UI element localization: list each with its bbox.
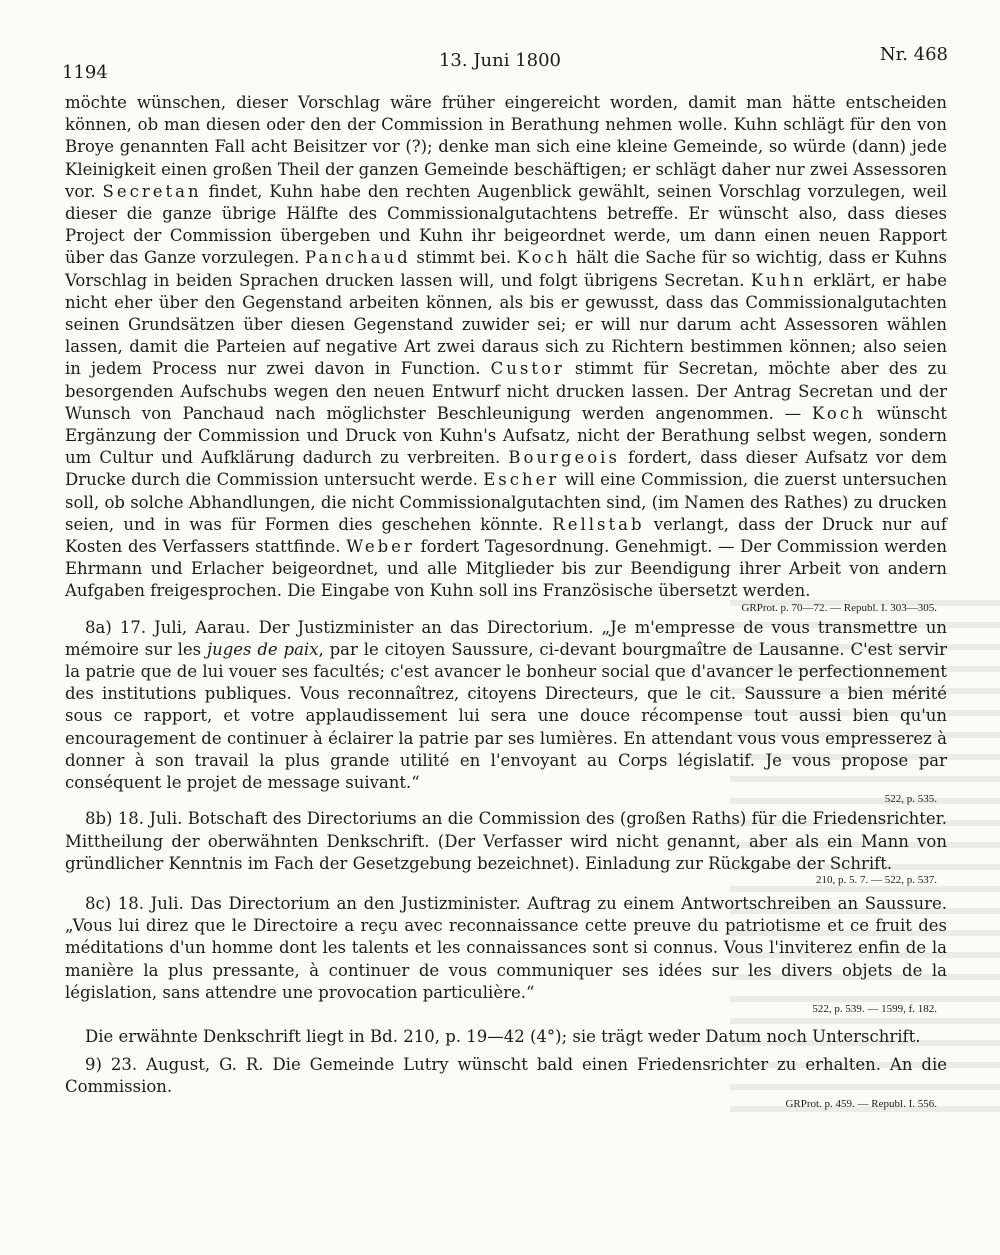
paragraph-note (65, 1026, 947, 1048)
source-reference: 210, p. 5. 7. — 522, p. 537. (816, 873, 937, 886)
text-run: fordert, dass dieser Aufsatz vor dem Drucke durch die Commission untersucht werde. (65, 448, 947, 490)
paragraph-8c (65, 893, 947, 1004)
body-text (65, 92, 947, 1113)
speaker-name: Bourgeois (508, 448, 620, 468)
speaker-name: Custor (490, 359, 565, 379)
document-number: Nr. 468 (879, 44, 948, 65)
text-run: wünscht Ergänzung der Commission und Druck von Kuhn's Aufsatz, nicht der Berathung selbst wegen, sondern um Cultur und Aufklärung dadurch zu verbreiten. (65, 403, 947, 468)
source-reference: GRProt. p. 70—72. — Republ. I. 303—305. (741, 601, 937, 614)
text-run: Die erwähnte Denkschrift liegt in Bd. 210, p. 19—42 (4°); sie trägt weder Datum noch Unterschrift. (85, 1026, 921, 1046)
source-reference: 522, p. 539. — 1599, f. 182. (812, 1002, 937, 1015)
text-run: stimmt für Secretan, möchte aber des zu besorgenden Aufschubs wegen den neuen Entwurf nicht drucken lassen. Der Antrag Secretan und der Wunsch von Panchaud nach möglichster Beschleunigung werden angenommen. — (65, 359, 948, 423)
speaker-name: Weber (346, 537, 415, 557)
text-run: stimmt bei. (410, 248, 517, 268)
speaker-name: Panchaud (304, 248, 411, 268)
text-run: , par le citoyen Saussure, ci-devant bourgmaître de Lausanne. C'est servir la patrie que de lui vouer ses facultés; c'est avancer le bonheur social que d'avancer le perfectionnement des institutions publiques. Vous reconnaîtrez, citoyens Directeurs, que le cit. Saussure a bien mérité sous ce rapport, et votre applaudissement lui sera une douce récompense tout aussi bien qu'un encouragement de continuer à éclairer la patrie par ses lumières. En attendant vous vous empresserez à donner à son travail la plus grande utilité en l'envoyant au Corps législatif. Je vous propose par conséquent le projet de message suivant.“ (65, 639, 947, 793)
page-number: 1194 (62, 62, 108, 83)
speaker-name: Escher (483, 470, 560, 490)
text-run: will eine Commission, die zuerst untersuchen soll, ob solche Abhandlungen, die nicht Commissionalgutachten sind, (im Namen des Rathes) zu drucken seien, und in was für Formen dies geschehen könnte. (65, 470, 947, 534)
text-run: fordert Tagesordnung. Genehmigt. — Der Commission werden Ehrmann und Erlacher beigeordnet, und alle Mitglieder bis zur Beendigung ihrer Arbeit von andern Aufgaben freigesprochen. Die Eingabe von Kuhn soll ins Französische übersetzt werden. (65, 537, 947, 601)
text-run: 8a) 17. Juli, Aarau. Der Justizminister an das Directorium. „Je m'empresse de vous transmettre un mémoire sur les (65, 617, 947, 659)
speaker-name: Kuhn (750, 270, 807, 290)
text-run: 9) 23. August, G. R. Die Gemeinde Lutry wünscht bald einen Friedensrichter zu erhalten. An die Commission. (65, 1055, 947, 1097)
paragraph-8b (65, 808, 947, 875)
speaker-name: Koch (516, 248, 571, 268)
paragraph-9 (65, 1054, 947, 1098)
text-run: erklärt, er habe nicht eher über den Gegenstand arbeiten können, als bis er gewusst, dass das Commissionalgutachten seinen Grundsätzen über diesen Gegenstand zuwider sei; er will nur darum acht Assessoren wählen lassen, damit die Parteien auf negative Art zwei daraus sich zu Richtern bestimmen können; also seien in jedem Process nur zwei davon in Function. (65, 270, 947, 379)
source-reference: 522, p. 535. (884, 793, 937, 806)
header-date: 13. Juni 1800 (438, 50, 562, 71)
text-run: verlangt, dass der Druck nur auf Kosten des Verfassers stattfinde. (65, 514, 947, 557)
italic-term: juges de paix (206, 639, 319, 659)
speaker-name: Secretan (102, 181, 202, 201)
text-run: 8b) 18. Juli. Botschaft des Directoriums an die Commission des (großen Raths) für die Friedensrichter. Mittheilung der oberwähnten Denkschrift. (Der Verfasser wird nicht genannt, aber als ein Mann von gründlicher Kenntnis im Fach der Gesetzgebung bezeichnet). Einladung zur Rückgabe der Schrift. (65, 809, 947, 873)
text-run: möchte wünschen, dieser Vorschlag wäre früher eingereicht worden, damit man hätte entscheiden können, ob man diesen oder den der Commission in Berathung nehmen wolle. Kuhn schlägt für den von Broye genannten Fall acht Beisitzer vor (?); denke man sich eine kleine Gemeinde, so würde (dann) jede Kleinigkeit einen großen Theil der ganzen Gemeinde beschäftigen; er schlägt daher nur zwei Assessoren vor. (65, 93, 947, 201)
paragraph-8a (65, 617, 947, 795)
speaker-name: Rellstab (552, 514, 645, 534)
speaker-name: Koch (812, 403, 866, 423)
text-run: findet, Kuhn habe den rechten Augenblick gewählt, seinen Vorschlag vorzulegen, weil dieser die ganze übrige Hälfte des Commissionalgutachtens betreffe. Er wünscht also, dass dieses Project der Commission übergeben und Kuhn ihr beigeordnet werde, um dann einen neuen Rapport über das Ganze vorzulegen. (65, 181, 947, 268)
text-run: hält die Sache für so wichtig, dass er Kuhns Vorschlag in beiden Sprachen drucken lassen will, und folgt übrigens Secretan. (65, 248, 947, 290)
paragraph-debate (65, 92, 947, 603)
source-reference: GRProt. p. 459. — Republ. I. 556. (785, 1097, 937, 1110)
text-run: 8c) 18. Juli. Das Directorium an den Justizminister. Auftrag zu einem Antwortschreiben an Saussure. „Vous lui direz que le Directoire a reçu avec reconnaissance cette preuve du patriotisme et ce fruit des méditations d'un homme dont les talents et les connaissances sont si connus. Vous l'inviterez enfin de la manière la plus pressante, à continuer de vous communiquer ses idées sur les divers objets de la législation, sans attendre une provocation particulière.“ (65, 893, 947, 1002)
